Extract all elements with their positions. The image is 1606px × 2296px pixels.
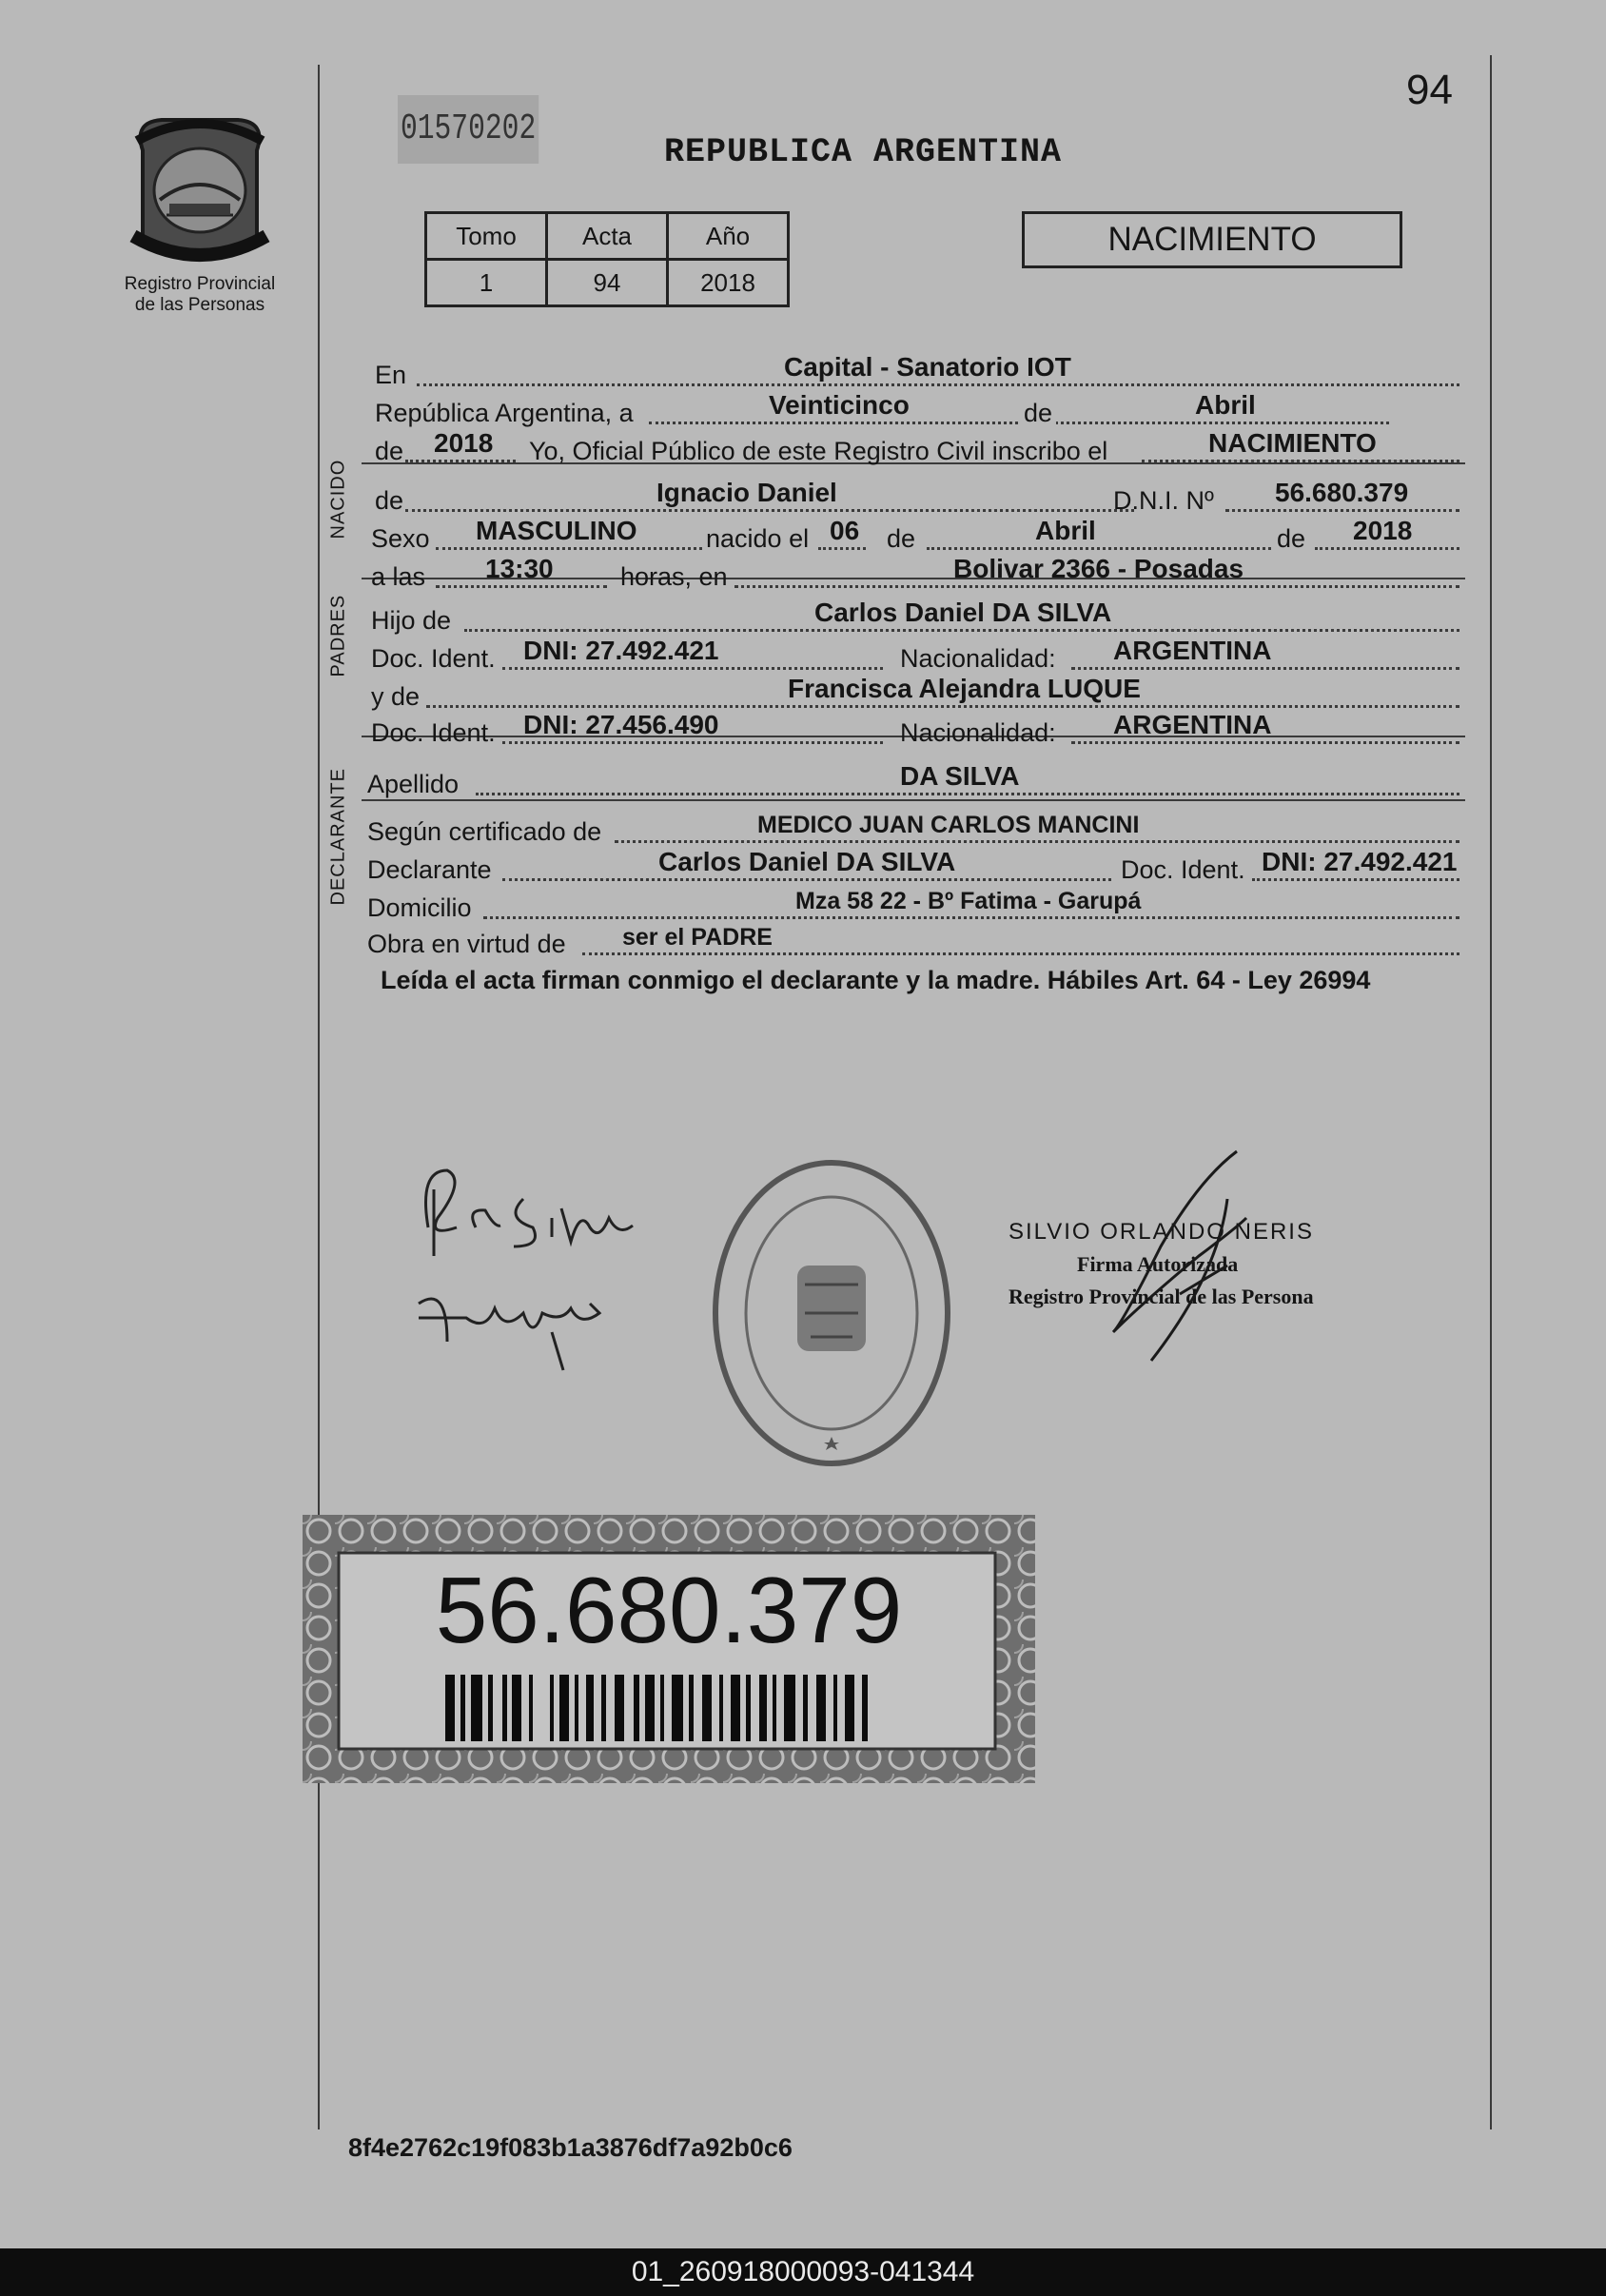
anio-value: 2018 [668, 260, 789, 306]
official-name: SILVIO ORLANDO NERIS [1009, 1219, 1314, 1245]
declarant-dni-value: DNI: 27.492.421 [1262, 847, 1458, 876]
father-dni-value: DNI: 27.492.421 [523, 636, 719, 665]
field-row-madre: y de Francisca Alejandra LUQUE [371, 676, 1463, 714]
declarant-signature [409, 1151, 656, 1380]
surname-value: DA SILVA [900, 761, 1020, 791]
document-type-box: NACIMIENTO [1022, 211, 1402, 268]
side-label-nacido: NACIDO [327, 459, 349, 540]
child-name-value: Ignacio Daniel [656, 478, 837, 507]
serial-number: 01570202 [398, 95, 539, 164]
field-row-hora: a las 13:30 horas, en Bolivar 2366 - Posadas [371, 556, 1463, 594]
year-value: 2018 [434, 428, 494, 458]
act-value: NACIMIENTO [1208, 428, 1377, 458]
barcode-icon [445, 1675, 883, 1749]
mother-dni-value: DNI: 27.456.490 [523, 710, 719, 739]
declarant-name-value: Carlos Daniel DA SILVA [658, 847, 956, 876]
col-tomo: Tomo [426, 213, 547, 260]
field-row-madre-doc: Doc. Ident. DNI: 27.456.490 Nacionalidad: ARGENTINA [371, 712, 1463, 750]
father-nationality-value: ARGENTINA [1113, 636, 1272, 665]
col-acta: Acta [547, 213, 668, 260]
acta-value: 94 [547, 260, 668, 306]
left-margin-line [318, 65, 320, 2129]
field-row-declarante: Declarante Carlos Daniel DA SILVA Doc. Ident. DNI: 27.492.421 [371, 849, 1463, 887]
side-label-declarante: DECLARANTE [327, 768, 349, 906]
birth-time-value: 13:30 [485, 554, 554, 583]
field-row-domicilio: Domicilio Mza 58 22 - Bº Fatima - Garupá [371, 887, 1463, 925]
field-row-en: En Capital - Sanatorio IOT [371, 354, 1463, 392]
registry-label: Registro Provincial de las Personas [124, 274, 276, 315]
barcode-sticker [303, 1515, 1035, 1783]
father-name-value: Carlos Daniel DA SILVA [814, 598, 1112, 627]
birth-day-value: 06 [830, 516, 860, 545]
birth-year-value: 2018 [1353, 516, 1413, 545]
field-row-obra: Obra en virtud de ser el PADRE [371, 923, 1463, 961]
tomo-value: 1 [426, 260, 547, 306]
field-row-inscripcion: de 2018 Yo, Oficial Público de este Registro Civil inscribo el NACIMIENTO [371, 430, 1463, 468]
birth-place-value: Bolivar 2366 - Posadas [953, 554, 1244, 583]
field-row-padre: Hijo de Carlos Daniel DA SILVA [371, 599, 1463, 638]
field-row-nombre: de Ignacio Daniel D.N.I. Nº 56.680.379 [371, 480, 1463, 518]
field-row-apellido: Apellido DA SILVA [371, 763, 1463, 801]
field-row-fecha: República Argentina, a Veinticinco de Abril [371, 392, 1463, 430]
mother-nationality-value: ARGENTINA [1113, 710, 1272, 739]
province-seal [114, 112, 285, 279]
acting-as-value: ser el PADRE [622, 924, 773, 951]
col-anio: Año [668, 213, 789, 260]
closing-note: Leída el acta firman conmigo el declarante y la madre. Hábiles Art. 64 - Ley 26994 [381, 966, 1371, 994]
sex-value: MASCULINO [476, 516, 637, 545]
footer-id-bar: 01_260918000093-041344 [0, 2248, 1606, 2296]
registry-stamp-icon [706, 1151, 957, 1475]
official-role: Firma Autorizada [1077, 1252, 1239, 1276]
birth-month-value: Abril [1035, 516, 1096, 545]
field-row-certificado: Según certificado de MEDICO JUAN CARLOS MANCINI [371, 811, 1463, 849]
document-hash: 8f4e2762c19f083b1a3876df7a92b0c6 [348, 2133, 793, 2162]
field-row-sexo: Sexo MASCULINO nacido el 06 de Abril de 2018 [371, 518, 1463, 556]
official-office: Registro Provincial de las Persona [1009, 1285, 1314, 1308]
official-signature [1085, 1142, 1275, 1370]
certificate-value: MEDICO JUAN CARLOS MANCINI [757, 812, 1140, 838]
right-margin-line [1490, 55, 1492, 2129]
child-dni-value: 56.680.379 [1275, 478, 1409, 507]
document-title: REPUBLICA ARGENTINA [664, 133, 1063, 171]
barcode-number: 56.680.379 [435, 1558, 903, 1662]
address-value: Mza 58 22 - Bº Fatima - Garupá [795, 888, 1142, 914]
month-value: Abril [1195, 390, 1256, 420]
place-value: Capital - Sanatorio IOT [784, 352, 1071, 382]
field-row-padre-doc: Doc. Ident. DNI: 27.492.421 Nacionalidad: ARGENTINA [371, 638, 1463, 676]
side-label-padres: PADRES [327, 594, 349, 677]
page-number: 94 [1406, 67, 1453, 113]
record-table [424, 211, 790, 307]
province-seal-icon [114, 112, 285, 274]
day-value: Veinticinco [769, 390, 910, 420]
mother-name-value: Francisca Alejandra LUQUE [788, 674, 1141, 703]
